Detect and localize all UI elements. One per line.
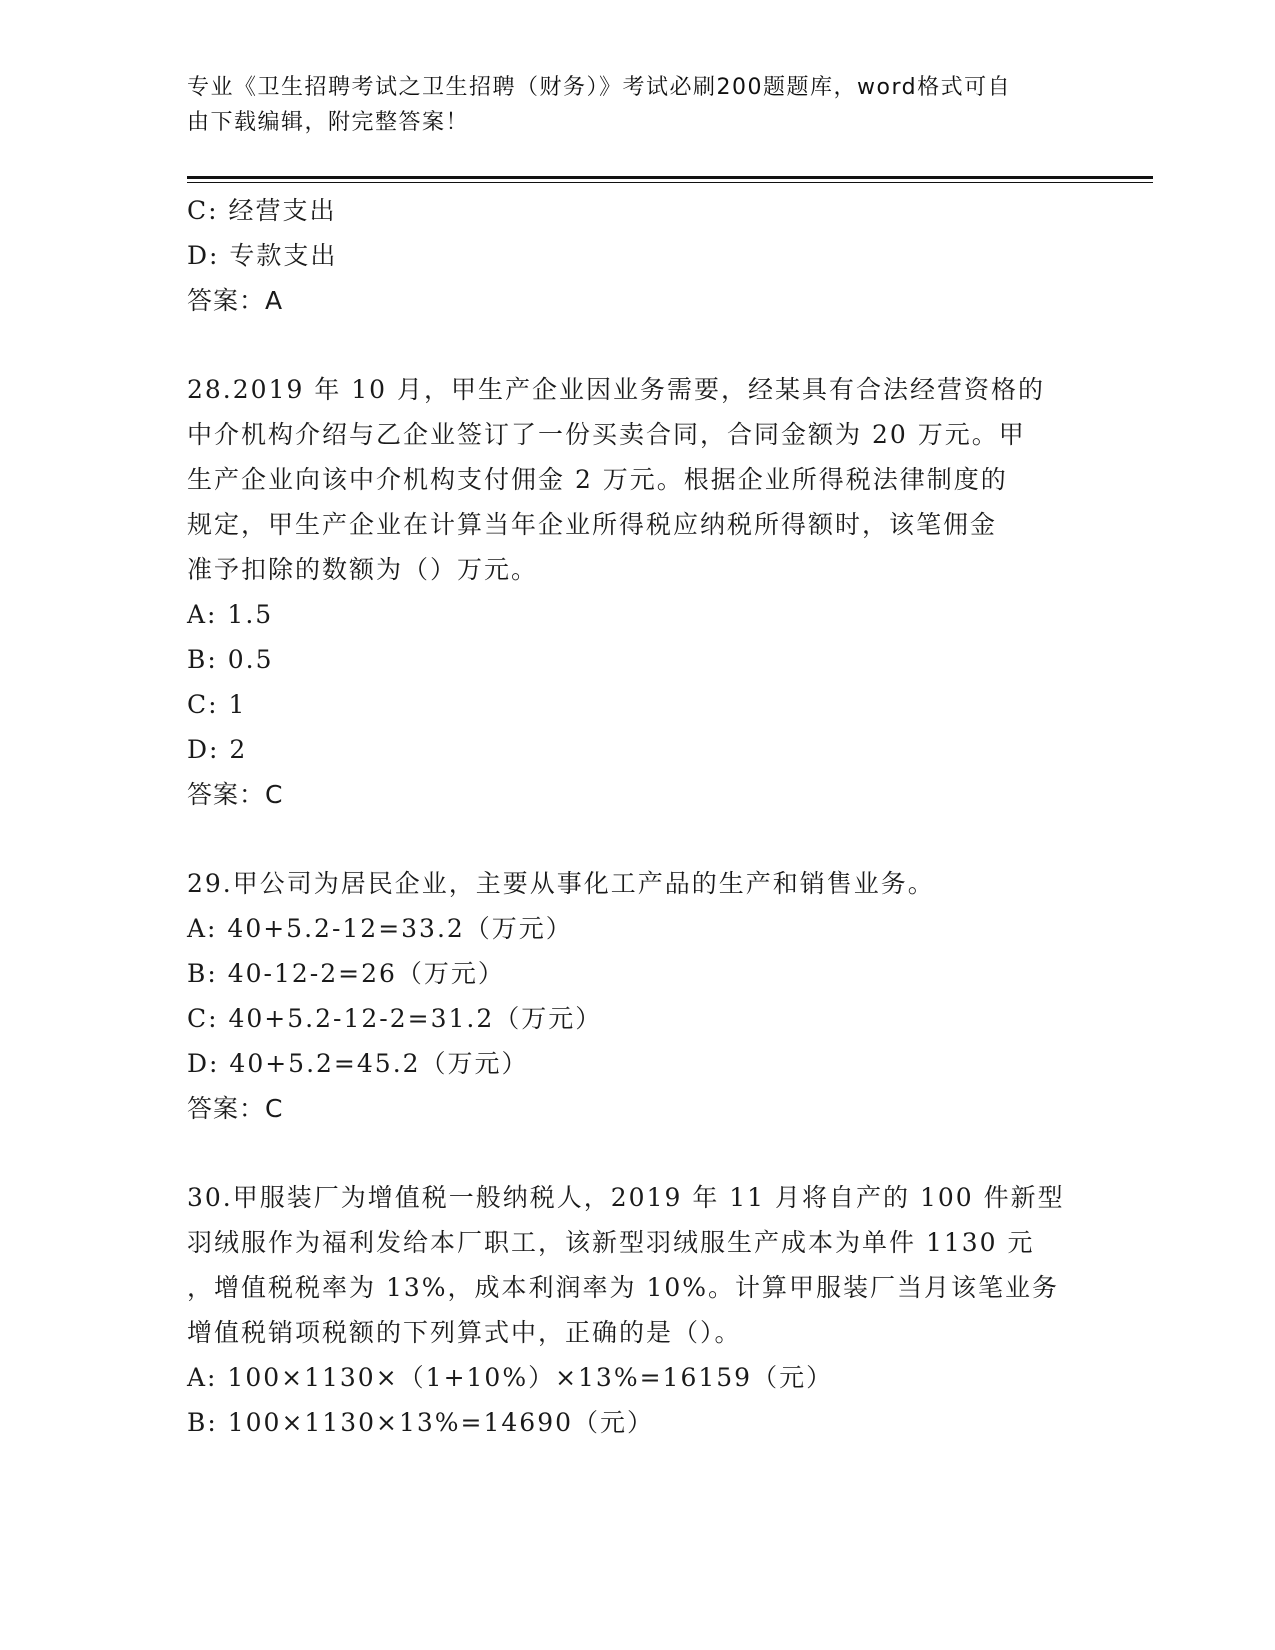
option-d: D: 专款支出	[187, 241, 338, 270]
question-text-line: 29.甲公司为居民企业，主要从事化工产品的生产和销售业务。	[187, 869, 935, 898]
header-line-2: 由下载编辑，附完整答案！	[187, 110, 470, 135]
header-divider-thin	[187, 182, 1153, 183]
question-27-tail	[187, 188, 1087, 323]
question-text-line: 规定，甲生产企业在计算当年企业所得税应纳税所得额时，该笔佣金	[187, 510, 998, 539]
question-gap	[187, 1131, 1087, 1175]
option-a: A: 100×1130×（1+10%）×13%=16159（元）	[187, 1363, 834, 1392]
answer: 答案：A	[187, 286, 284, 315]
option-a: A: 1.5	[187, 600, 274, 629]
question-text-line: ，增值税税率为 13%，成本利润率为 10%。计算甲服装厂当月该笔业务	[187, 1273, 1060, 1302]
option-a: A: 40+5.2-12=33.2（万元）	[187, 914, 573, 943]
question-text-line: 增值税销项税额的下列算式中，正确的是（）。	[187, 1318, 742, 1347]
answer: 答案：C	[187, 780, 284, 809]
header-divider-thick	[187, 176, 1153, 179]
question-text-line: 30.甲服装厂为增值税一般纳税人，2019 年 11 月将自产的 100 件新型	[187, 1183, 1065, 1212]
question-28	[187, 367, 1087, 817]
option-b: B: 100×1130×13%=14690（元）	[187, 1408, 655, 1437]
question-gap	[187, 817, 1087, 861]
question-30	[187, 1175, 1087, 1445]
option-c: C: 经营支出	[187, 196, 337, 225]
option-c: C: 1	[187, 690, 247, 719]
question-text-line: 生产企业向该中介机构支付佣金 2 万元。根据企业所得税法律制度的	[187, 465, 1008, 494]
question-29	[187, 861, 1087, 1131]
option-d: D: 40+5.2=45.2（万元）	[187, 1049, 529, 1078]
question-gap	[187, 323, 1087, 367]
option-c: C: 40+5.2-12-2=31.2（万元）	[187, 1004, 603, 1033]
option-b: B: 40-12-2=26（万元）	[187, 959, 505, 988]
option-b: B: 0.5	[187, 645, 274, 674]
header-line-1: 专业《卫生招聘考试之卫生招聘（财务）》考试必刷200题题库，word格式可自	[187, 75, 1012, 100]
question-text-line: 中介机构介绍与乙企业签订了一份买卖合同，合同金额为 20 万元。甲	[187, 420, 1026, 449]
question-text-line: 羽绒服作为福利发给本厂职工，该新型羽绒服生产成本为单件 1130 元	[187, 1228, 1035, 1257]
option-d: D: 2	[187, 735, 248, 764]
answer: 答案：C	[187, 1094, 284, 1123]
question-list	[187, 188, 1087, 1445]
question-text-line: 28.2019 年 10 月，甲生产企业因业务需要，经某具有合法经营资格的	[187, 375, 1046, 404]
question-text-line: 准予扣除的数额为（）万元。	[187, 555, 539, 584]
document-header	[187, 70, 1067, 140]
